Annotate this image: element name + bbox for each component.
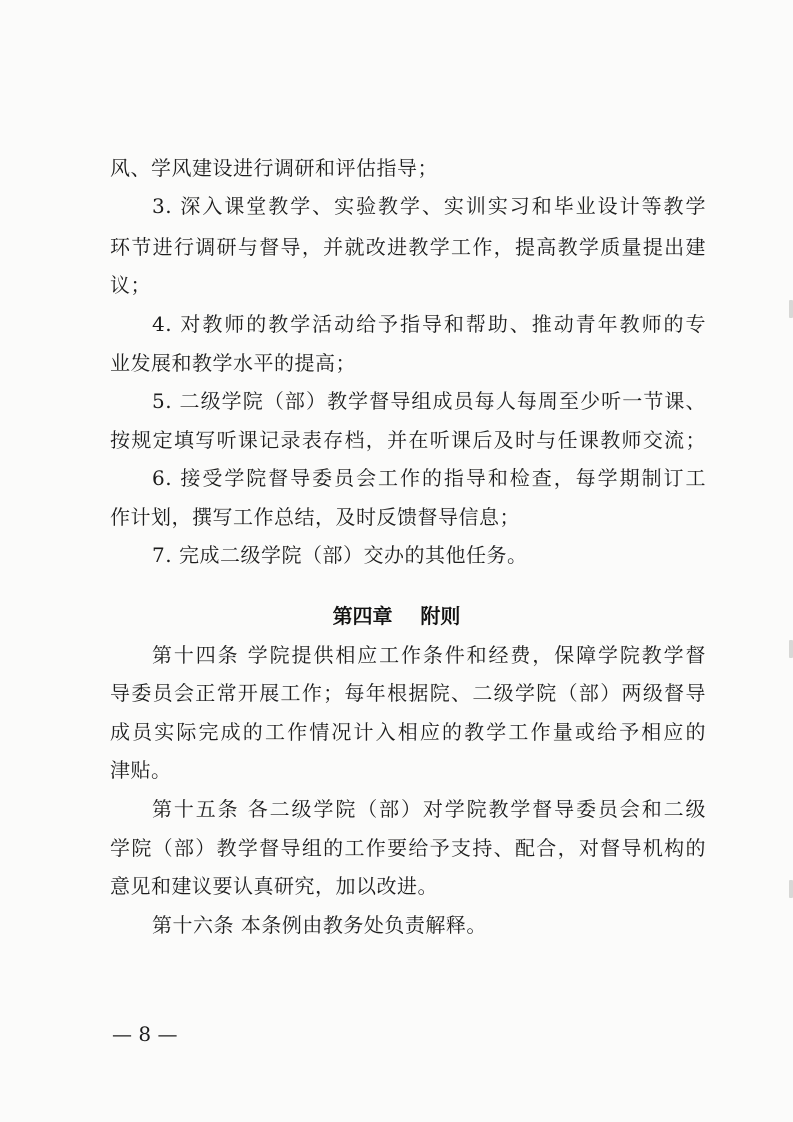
list-item-3-line-3: 议； bbox=[110, 273, 151, 297]
article-16-line-1: 第十六条 本条例由教务处负责解释。 bbox=[152, 913, 487, 937]
list-item-4-line-1: 4. 对教师的教学活动给予指导和帮助、推动青年教师的专 bbox=[152, 312, 706, 336]
list-item-3-line-2: 环节进行调研与督导，并就改进教学工作，提高教学质量提出建 bbox=[110, 235, 706, 259]
scan-edge-mark bbox=[789, 300, 793, 318]
list-item-5-line-2: 按规定填写听课记录表存档，并在听课后及时与任课教师交流； bbox=[110, 428, 706, 452]
article-14-line-1: 第十四条 学院提供相应工作条件和经费，保障学院教学督 bbox=[152, 643, 706, 667]
scan-edge-mark bbox=[789, 640, 793, 658]
article-15-line-2: 学院（部）教学督导组的工作要给予支持、配合，对督导机构的 bbox=[110, 836, 706, 860]
paragraph-line: 风、学风建设进行调研和评估指导； bbox=[110, 156, 438, 180]
chapter-title: 第四章 附则 bbox=[332, 604, 461, 628]
list-item-6-line-2: 作计划，撰写工作总结，及时反馈督导信息； bbox=[110, 505, 520, 529]
article-15-line-3: 意见和建议要认真研究，加以改进。 bbox=[110, 874, 438, 898]
article-14-line-4: 津贴。 bbox=[110, 758, 172, 782]
scan-edge-mark bbox=[789, 880, 793, 898]
article-14-line-3: 成员实际完成的工作情况计入相应的教学工作量或给予相应的 bbox=[110, 720, 706, 744]
page-number: — 8 — bbox=[112, 1022, 178, 1046]
article-14-line-2: 导委员会正常开展工作；每年根据院、二级学院（部）两级督导 bbox=[110, 681, 706, 705]
list-item-7-line-1: 7. 完成二级学院（部）交办的其他任务。 bbox=[152, 543, 528, 567]
list-item-6-line-1: 6. 接受学院督导委员会工作的指导和检查，每学期制订工 bbox=[152, 466, 706, 490]
article-15-line-1: 第十五条 各二级学院（部）对学院教学督导委员会和二级 bbox=[152, 797, 706, 821]
list-item-3-line-1: 3. 深入课堂教学、实验教学、实训实习和毕业设计等教学 bbox=[152, 194, 706, 218]
list-item-5-line-1: 5. 二级学院（部）教学督导组成员每人每周至少听一节课、 bbox=[152, 389, 706, 413]
list-item-4-line-2: 业发展和教学水平的提高； bbox=[110, 351, 356, 375]
